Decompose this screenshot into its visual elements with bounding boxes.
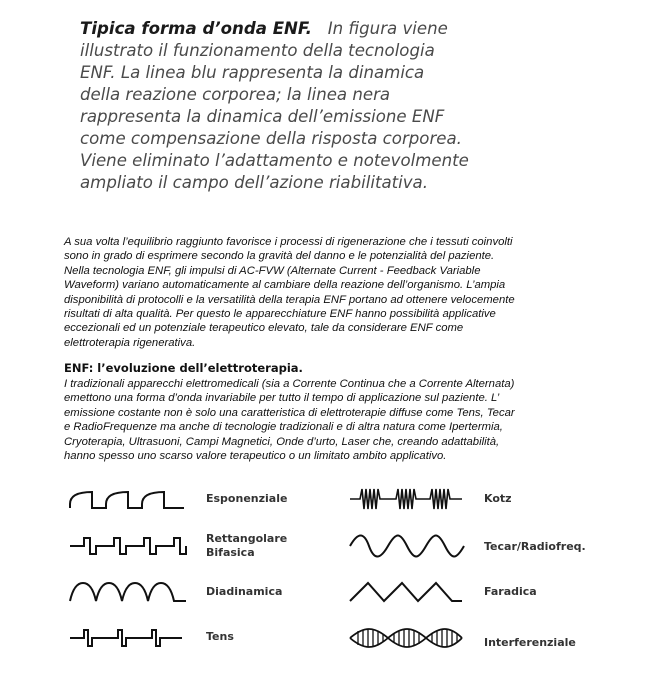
waveform-label: Kotz <box>484 492 512 505</box>
section-heading: ENF: l’evoluzione dell’elettroterapia. <box>64 361 303 375</box>
caption-line <box>80 18 500 40</box>
faradic-triangle-wave-icon <box>350 575 475 611</box>
text-line: Waveform) variano automaticamente al cambiare della reazione dell’organismo. L’ampia <box>64 279 506 292</box>
waveform-label: Faradica <box>484 585 537 598</box>
tens-pulse-wave-icon <box>66 620 191 656</box>
waveform-label: Tecar/Radiofreq. <box>484 540 586 553</box>
text-line: Cryoterapia, Ultrasuoni, Campi Magnetici, Onde d’urto, Laser che, creando adattabilità, <box>64 435 500 448</box>
text-line: elettroterapia rigenerativa. <box>64 336 196 349</box>
caption-line: della reazione corporea; la linea nera <box>80 85 391 104</box>
figure-caption <box>80 18 500 194</box>
caption-line: rappresenta la dinamica dell’emissione ENF <box>80 107 445 126</box>
waveform-label: Rettangolare Bifasica <box>206 532 288 559</box>
text-line: emissione costante non è solo una caratteristica di elettroterapie diffuse come Tens, Tecar <box>64 406 515 419</box>
caption-line: come compensazione della risposta corporea. <box>80 129 462 148</box>
paragraph-traditional-devices <box>64 377 609 463</box>
waveform-label: Interferenziale <box>484 636 576 649</box>
caption-line-text: In figura viene <box>327 19 448 38</box>
text-line: emettono una forma d’onda invariabile per tutto il tempo di applicazione sul paziente. L’ <box>64 392 500 405</box>
waveform-label: Esponenziale <box>206 492 288 505</box>
text-line: risultati di alta qualità. Per questo le apparecchiature ENF hanno possibilità applicative <box>64 308 496 321</box>
text-line: sono in grado di esprimere secondo la gravità del danno e le potenzialità del paziente. <box>64 250 495 263</box>
caption-line: illustrato il funzionamento della tecnologia <box>80 41 435 60</box>
waveform-label: Diadinamica <box>206 585 283 598</box>
text-line: eccezionali ed un potenziale terapeutico elevato, tale da considerare ENF come <box>64 322 464 335</box>
diadynamic-wave-icon <box>66 575 191 611</box>
text-line: I tradizionali apparecchi elettromedicali (sia a Corrente Continua che a Corrente Alternata) <box>64 378 515 390</box>
waveform-label: Tens <box>206 630 234 643</box>
text-line: hanno spesso uno scarso valore terapeutico o un limitato ambito applicativo. <box>64 450 447 463</box>
caption-line: ENF. La linea blu rappresenta la dinamica <box>80 63 425 82</box>
text-line: disponibilità di protocolli e la versatilità della terapia ENF portano ad ottenere velocemente <box>64 293 515 306</box>
text-line: A sua volta l’equilibrio raggiunto favorisce i processi di rigenerazione che i tessuti coinvolti <box>64 236 513 248</box>
sine-wave-icon <box>350 528 475 564</box>
caption-line: Viene eliminato l’adattamento e notevolmente <box>80 151 469 170</box>
kotz-burst-wave-icon <box>350 480 475 516</box>
caption-line: ampliato il campo dell’azione riabilitativa. <box>80 173 428 192</box>
text-line: e RadioFrequenze ma anche di tecnologie tradizionali e di altra natura come Ipertermia, <box>64 421 503 434</box>
interferential-wave-icon <box>350 622 475 658</box>
biphasic-rectangular-wave-icon <box>66 528 191 564</box>
caption-title: Tipica forma d’onda ENF. <box>80 19 312 38</box>
text-line: Nella tecnologia ENF, gli impulsi di AC-FVW (Alternate Current - Feedback Variable <box>64 264 481 277</box>
paragraph-enf-technology <box>64 235 609 350</box>
exponential-wave-icon <box>66 480 191 516</box>
